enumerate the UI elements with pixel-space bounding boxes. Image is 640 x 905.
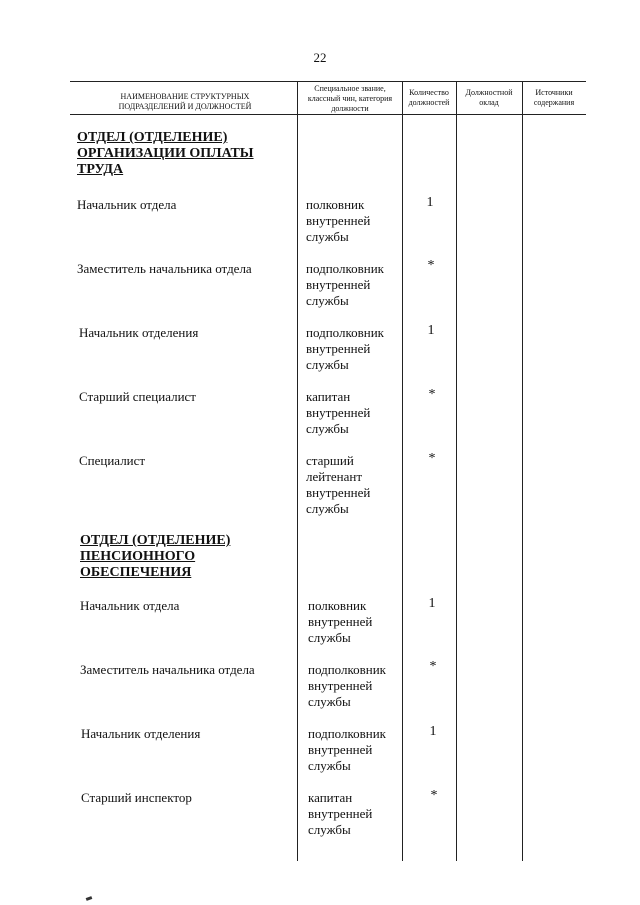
position-name: Заместитель начальника отдела: [80, 662, 255, 677]
position-count: 1: [427, 323, 435, 338]
position-rank: старший лейтенант внутренней службы: [306, 453, 371, 516]
position-count: 1: [426, 195, 434, 210]
position-count: *: [427, 258, 435, 273]
column-divider: [456, 81, 457, 861]
table-top-rule: [70, 81, 586, 82]
position-rank: подполковник внутренней службы: [306, 325, 384, 372]
position-count: *: [430, 788, 438, 803]
position-rank: капитан внутренней службы: [306, 389, 371, 436]
position-name: Начальник отдела: [80, 598, 180, 613]
position-name: Начальник отделения: [79, 325, 199, 340]
page-number: 22: [313, 50, 327, 65]
position-name: Старший специалист: [79, 389, 196, 404]
column-divider: [522, 81, 523, 861]
column-divider: [297, 81, 298, 861]
position-count: *: [428, 451, 436, 466]
position-name: Специалист: [79, 453, 146, 468]
position-rank: подполковник внутренней службы: [306, 261, 384, 308]
position-name: Начальник отдела: [77, 197, 177, 212]
header-col-salary: Должностной оклад: [465, 88, 513, 107]
header-col-source: Источники содержания: [533, 88, 575, 107]
position-count: *: [428, 387, 436, 402]
section-title: ОТДЕЛ (ОТДЕЛЕНИЕ) ПЕНСИОННОГО ОБЕСПЕЧЕНИЯ: [80, 533, 231, 580]
header-col-rank: Специальное звание, классный чин, категория должности: [307, 84, 393, 113]
scan-mark: [86, 896, 93, 901]
section-title: ОТДЕЛ (ОТДЕЛЕНИЕ) ОРГАНИЗАЦИИ ОПЛАТЫ ТРУДА: [77, 130, 254, 177]
position-rank: подполковник внутренней службы: [308, 662, 386, 709]
position-rank: подполковник внутренней службы: [308, 726, 386, 773]
position-count: *: [429, 659, 437, 674]
header-col-name: НАИМЕНОВАНИЕ СТРУКТУРНЫХ ПОДРАЗДЕЛЕНИЙ И ДОЛЖНОСТЕЙ: [118, 92, 252, 111]
position-rank: капитан внутренней службы: [308, 790, 373, 837]
position-name: Заместитель начальника отдела: [77, 261, 252, 276]
position-rank: полковник внутренней службы: [306, 197, 371, 244]
position-name: Старший инспектор: [81, 790, 192, 805]
position-count: 1: [429, 724, 437, 739]
position-count: 1: [428, 596, 436, 611]
header-col-count: Количество должностей: [408, 88, 450, 107]
position-rank: полковник внутренней службы: [308, 598, 373, 645]
header-bottom-rule: [70, 114, 586, 115]
position-name: Начальник отделения: [81, 726, 201, 741]
